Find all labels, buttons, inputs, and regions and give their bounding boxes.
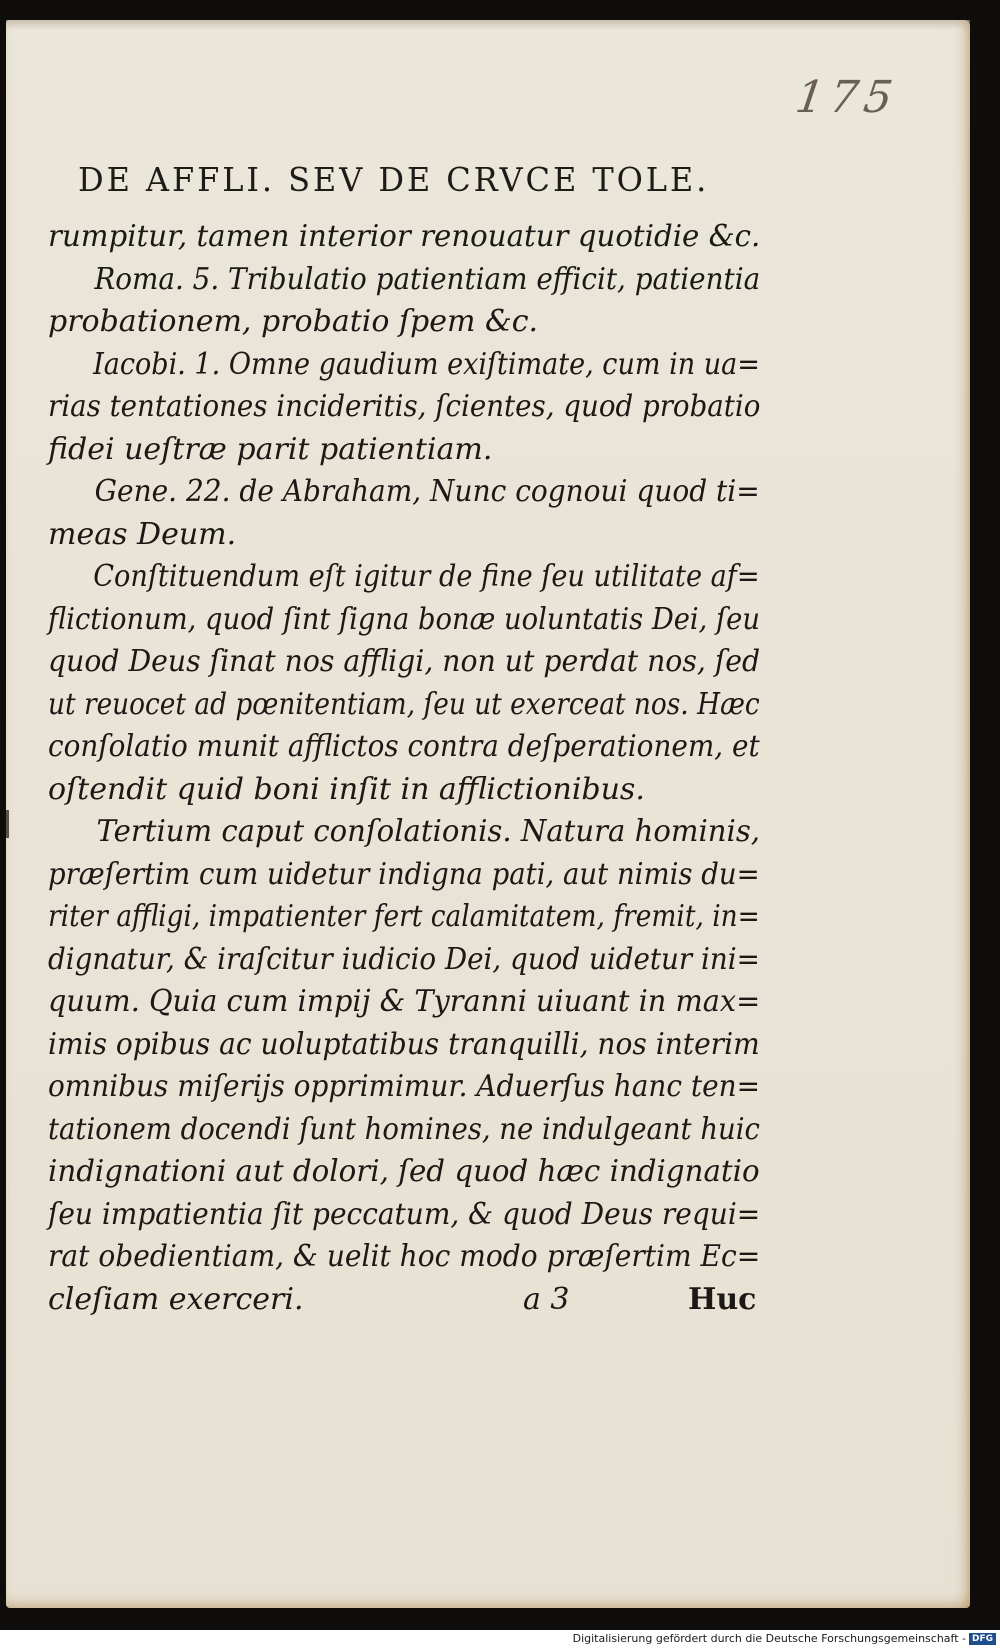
catchword: Huc xyxy=(688,1281,757,1317)
dfg-logo: DFG xyxy=(969,1633,996,1645)
text-line: indignationi aut dolori, ſed quod hæc indignatio xyxy=(48,1154,760,1189)
text-line: Tertium caput conſolationis. Natura hominis, xyxy=(96,814,761,849)
text-line: rat obedientiam, & uelit hoc modo præſertim Ec= xyxy=(48,1239,761,1274)
last-text-line xyxy=(48,1279,758,1322)
page-top-edge xyxy=(6,20,970,30)
book-page xyxy=(6,20,970,1608)
text-line: meas Deum. xyxy=(48,516,237,552)
running-head: DE AFFLI. SEV DE CRVCE TOLE. xyxy=(78,160,710,199)
text-line: omnibus miſerijs opprimimur. Aduerſus hanc ten= xyxy=(48,1069,761,1104)
text-line: flictionum, quod ſint ſigna bonæ uoluntatis Dei, ſeu xyxy=(48,601,760,637)
text-line: quod Deus ſinat nos affligi, non ut perdat nos, ſed xyxy=(48,644,761,679)
text-line: oſtendit quid boni inſit in afflictionibus. xyxy=(48,771,645,807)
margin-mark xyxy=(6,810,9,838)
text-line: ut reuocet ad pœnitentiam, ſeu ut exerceat nos. Hæc xyxy=(48,686,760,722)
text-line: præſertim cum uidetur indigna pati, aut nimis du= xyxy=(48,856,760,892)
text-line: rumpitur, tamen interior renouatur quotidie &c. xyxy=(48,219,761,254)
text-line: imis opibus ac uoluptatibus tranquilli, nos interim xyxy=(48,1026,760,1062)
body-text xyxy=(48,216,761,1321)
text-line: Gene. 22. de Abraham, Nunc cognoui quod ti= xyxy=(94,474,760,509)
text-line: Conſtituendum eſt igitur de fine ſeu utilitate af= xyxy=(93,559,760,594)
text-line: quum. Quia cum impij & Tyranni uiuant in max= xyxy=(48,984,761,1019)
text-line: ſeu impatientia ſit peccatum, & quod Deus requi= xyxy=(48,1196,761,1232)
text-line: conſolatio munit afflictos contra deſperationem, et xyxy=(48,729,760,764)
funding-credit: Digitalisierung gefördert durch die Deutsche Forschungsgemeinschaft - xyxy=(572,1632,966,1645)
text-line: tationem docendi ſunt homines, ne indulgeant huic xyxy=(48,1111,760,1147)
text-line: Iacobi. 1. Omne gaudium exiſtimate, cum in ua= xyxy=(93,346,760,382)
text-line: rias tentationes incideritis, ſcientes, quod probatio xyxy=(48,389,761,424)
text-line: fidei ueſtræ parit patientiam. xyxy=(48,431,493,467)
last-line-text: cleſiam exerceri. xyxy=(48,1281,304,1317)
text-line: Roma. 5. Tribulatio patientiam efficit, patientia xyxy=(94,261,761,297)
handwritten-folio-number: 175 xyxy=(792,72,902,123)
text-line: probationem, probatio ſpem &c. xyxy=(48,304,539,339)
text-line: dignatur, & iraſcitur iudicio Dei, quod uidetur ini= xyxy=(48,941,760,977)
signature-mark: a 3 xyxy=(523,1281,570,1317)
text-line: riter affligi, impatienter fert calamitatem, fremit, in= xyxy=(48,899,760,934)
